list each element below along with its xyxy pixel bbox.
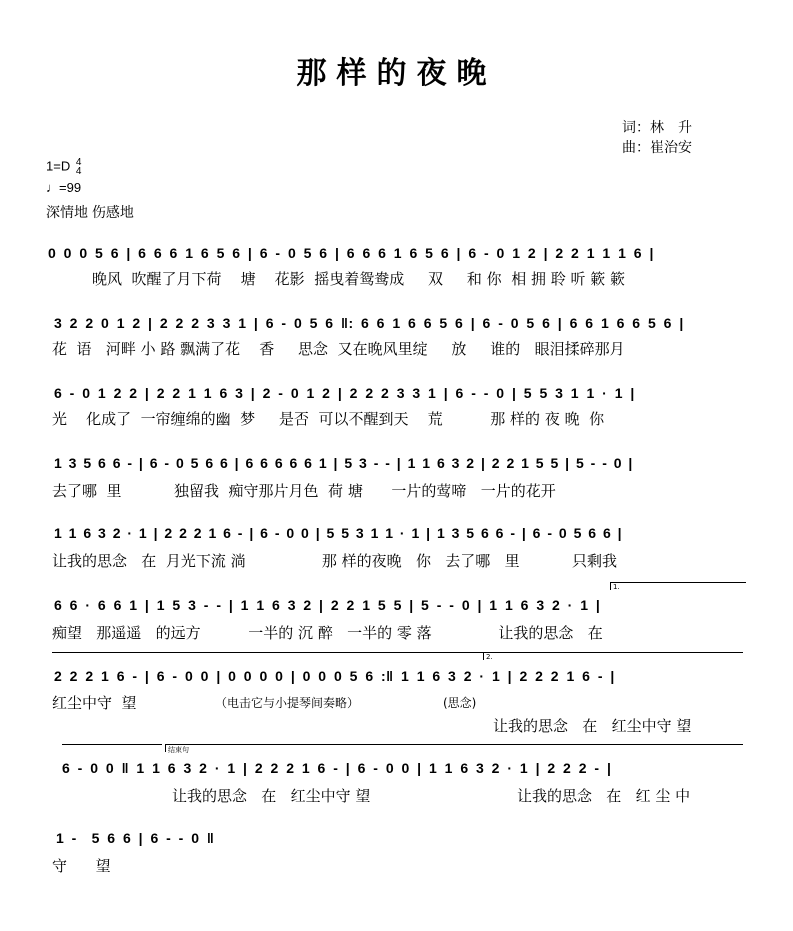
time-signature — [76, 158, 82, 176]
bracketed-lyric: (思念) — [443, 696, 477, 710]
volta-2-continuation — [62, 744, 162, 745]
lyricist-credit: 词：林 升 — [622, 120, 692, 136]
key-label: 1=D — [46, 158, 71, 174]
lyrics-line-7: 红尘中守 望 — [52, 694, 137, 712]
lyrics-line-6: 痴望 那遥遥 的远方 一半的 沉 醉 一半的 零 落 让我的思念 在 — [52, 624, 603, 642]
lyrics-line-1: 晚风 吹醒了月下荷 塘 花影 摇曳着鸳鸯成 双 和 你 相 拥 聆 听 簌 簌 — [92, 270, 626, 288]
song-title: 那样的夜晚 — [296, 56, 497, 91]
volta-1-hook — [610, 582, 611, 590]
lyrics-line-2: 花 语 河畔 小 路 飘满了花 香 思念 又在晚风里绽 放 谁的 眼泪揉碎那月 — [52, 340, 625, 358]
time-bottom: 4 — [75, 166, 82, 177]
notation-line-8: 6 - 0 0 ‖ 1 1 6 3 2 · 1 | 2 2 2 1 6 - | 6 - 0 0 | 1 1 6 3 2 · 1 | 2 2 2 - | — [62, 760, 612, 776]
key-signature — [46, 158, 81, 176]
lyrics-line-8a: 让我的思念 在 红尘中守 望 — [172, 787, 371, 805]
notation-line-1: 0 0 0 5 6 | 6 6 6 1 6 5 6 | 6 - 0 5 6 | 6 6 6 1 6 5 6 | 6 - 0 1 2 | 2 2 1 1 1 6 | — [48, 245, 654, 261]
notation-line-2: 3 2 2 0 1 2 | 2 2 2 3 3 1 | 6 - 0 5 6 ‖: 6 6 1 6 6 5 6 | 6 - 0 5 6 | 6 6 1 6 6 5 6 | — [54, 315, 684, 331]
expression-marking: 深情地 伤感地 — [46, 204, 134, 220]
lyrics-line-9: 守 望 — [52, 857, 111, 875]
ending-hook — [165, 744, 166, 752]
notation-line-3: 6 - 0 1 2 2 | 2 2 1 1 6 3 | 2 - 0 1 2 | 2 2 2 3 3 1 | 6 - - 0 | 5 5 3 1 1 · 1 | — [54, 385, 635, 401]
ending-label: 结束句 — [168, 746, 189, 754]
lyrics-line-8b: 让我的思念 在 红 尘 中 — [517, 787, 691, 805]
lyrics-line-7b: 让我的思念 在 红尘中守 望 — [493, 717, 692, 735]
lyrics-line-3: 光 化成了 一帘缠绵的幽 梦 是否 可以不醒到天 荒 那 样的 夜 晚 你 — [52, 410, 605, 428]
volta-2-hook — [483, 652, 484, 660]
time-top: 4 — [75, 157, 82, 168]
lyrics-line-4: 去了哪 里 独留我 痴守那片月色 荷 塘 一片的莺啼 一片的花开 — [52, 482, 556, 500]
volta-1-bracket — [610, 582, 746, 583]
interlude-annotation: （电击它与小提琴间奏略） — [215, 696, 360, 710]
volta-2-bracket — [483, 652, 743, 653]
volta-2-label: 2. — [486, 653, 493, 661]
notation-line-4: 1 3 5 6 6 - | 6 - 0 5 6 6 | 6 6 6 6 6 1 | 5 3 - - | 1 1 6 3 2 | 2 2 1 5 5 | 5 - - 0 | — [54, 455, 633, 471]
tempo-marking: ♩=99 — [46, 180, 82, 195]
notation-line-5: 1 1 6 3 2 · 1 | 2 2 2 1 6 - | 6 - 0 0 | 5 5 3 1 1 · 1 | 1 3 5 6 6 - | 6 - 0 5 6 6 | — [54, 525, 623, 541]
composer-credit: 曲：崔治安 — [622, 140, 692, 156]
volta-1-label: 1. — [613, 583, 620, 591]
notation-line-6: 6 6 · 6 6 1 | 1 5 3 - - | 1 1 6 3 2 | 2 2 1 5 5 | 5 - - 0 | 1 1 6 3 2 · 1 | — [54, 597, 601, 613]
notation-line-7: 2 2 2 1 6 - | 6 - 0 0 | 0 0 0 0 | 0 0 0 5 6 :‖ 1 1 6 3 2 · 1 | 2 2 2 1 6 - | — [54, 668, 615, 684]
ending-bracket — [165, 744, 743, 745]
lyrics-line-5: 让我的思念 在 月光下流 淌 那 样的夜晚 你 去了哪 里 只剩我 — [52, 552, 618, 570]
notation-line-9: 1 - 5 6 6 | 6 - - 0 ‖ — [56, 830, 215, 846]
